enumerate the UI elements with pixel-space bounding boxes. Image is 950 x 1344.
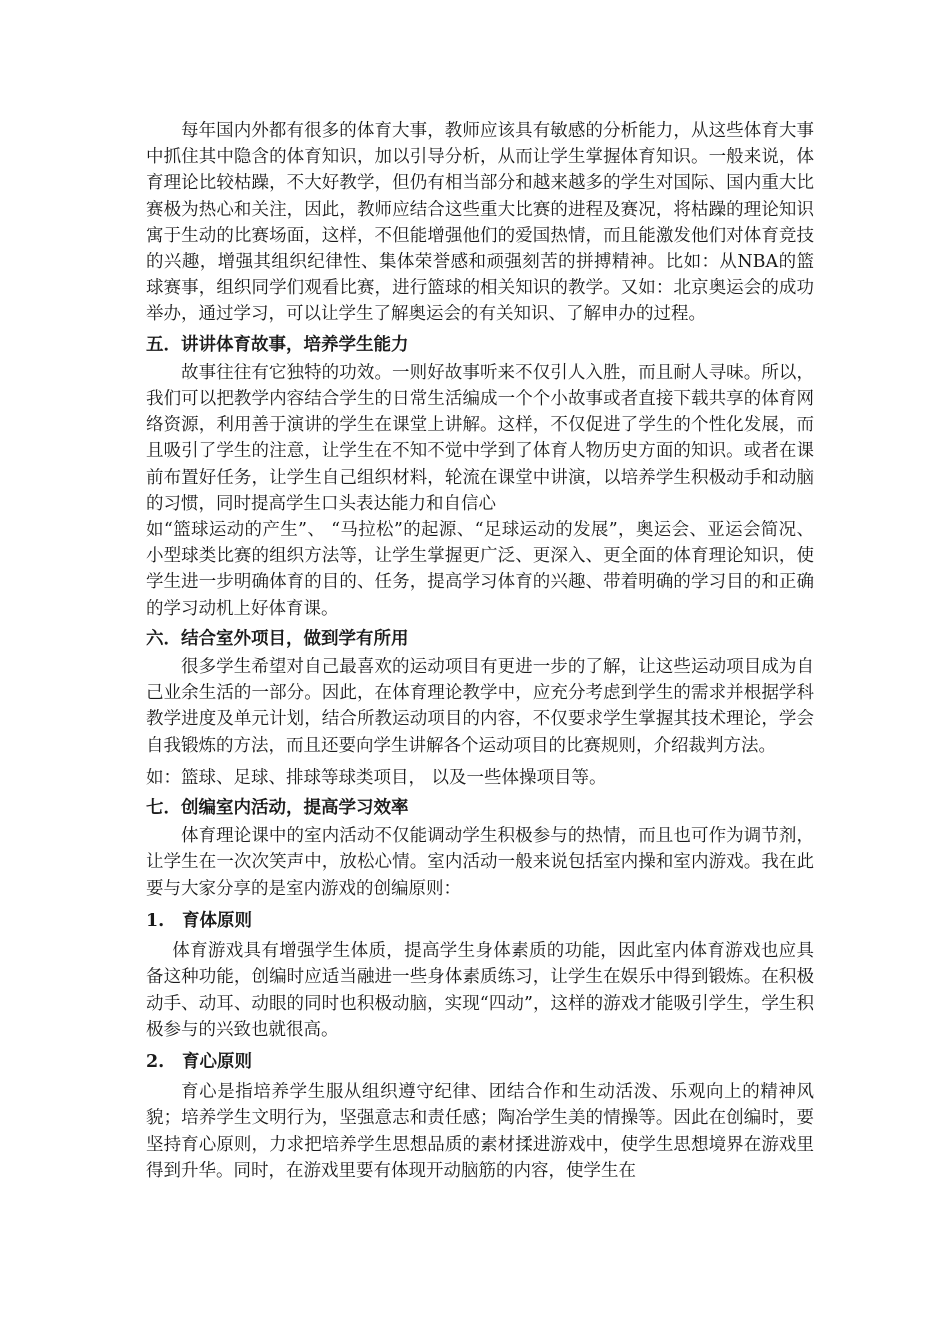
subsection-number: 2. [146,1051,165,1072]
subsection-heading [146,908,814,934]
section-heading: 五．讲讲体育故事，培养学生能力 [146,334,409,355]
subsection-title: 育体原则 [182,910,252,931]
subsection-heading [146,1049,814,1075]
section-heading: 六．结合室外项目，做到学有所用 [146,628,409,649]
paragraph: 如“篮球运动的产生”、 “马拉松”的起源、“足球运动的发展”，奥运会、亚运会简况、小型球类比赛的组织方法等，让学生掌握更广泛、更深入、更全面的体育理论知识，使学生进一步明确体育的目的、任务，提高学习体育的兴趣、带着明确的学习目的和正确的学习动机上好体育课。 [146,520,814,619]
section-heading: 七．创编室内活动，提高学习效率 [146,798,409,819]
paragraph: 育心是指培养学生服从组织遵守纪律、团结合作和生动活泼、乐观向上的精神风貌；培养学生文明行为，坚强意志和责任感；陶冶学生美的情操等。因此在创编时，要坚持育心原则，力求把培养学生思想品质的素材揉进游戏中，使学生思想境界在游戏里得到升华。同时，在游戏里要有体现开动脑筋的内容，使学生在 [146,1082,814,1181]
paragraph: 故事往往有它独特的功效。一则好故事听来不仅引人入胜，而且耐人寻味。所以，我们可以把教学内容结合学生的日常生活编成一个个小故事或者直接下载共享的体育网络资源，利用善于演讲的学生在课堂上讲解。这样，不仅促进了学生的个性化发展，而且吸引了学生的注意，让学生在不知不觉中学到了体育人物历史方面的知识。或者在课前布置好任务，让学生自己组织材料，轮流在课堂中讲演，以培养学生积极动手和动脑的习惯，同时提高学生口头表达能力和自信心 [146,362,814,514]
paragraph: 很多学生希望对自己最喜欢的运动项目有更进一步的了解，让这些运动项目成为自己业余生活的一部分。因此，在体育理论教学中，应充分考虑到学生的需求并根据学科教学进度及单元计划，结合所教运动项目的内容，不仅要求学生掌握其技术理论，学会自我锻炼的方法，而且还要向学生讲解各个运动项目的比赛规则，介绍裁判方法。 [146,657,814,756]
subsection-number: 1. [146,910,165,931]
paragraph: 体育游戏具有增强学生体质，提高学生身体素质的功能，因此室内体育游戏也应具备这种功能，创编时应适当融进一些身体素质练习，让学生在娱乐中得到锻炼。在积极动手、动耳、动眼的同时也积极动脑，实现“四动”，这样的游戏才能吸引学生，学生积极参与的兴致也就很高。 [146,941,814,1040]
paragraph: 如：篮球、足球、排球等球类项目， 以及一些体操项目等。 [146,767,607,788]
paragraph: 每年国内外都有很多的体育大事，教师应该具有敏感的分析能力，从这些体育大事中抓住其中隐含的体育知识，加以引导分析，从而让学生掌握体育知识。一般来说，体育理论比较枯躁，不大好教学，但仍有相当部分和越来越多的学生对国际、国内重大比赛极为热心和关注，因此，教师应结合这些重大比赛的进程及赛况，将枯躁的理论知识寓于生动的比赛场面，这样，不但能增强他们的爱国热情，而且能激发他们对体育竞技的兴趣，增强其组织纪律性、集体荣誉感和顽强刻苦的拼搏精神。比如：从NBA的篮球赛事，组织同学们观看比赛，进行篮球的相关知识的教学。又如：北京奥运会的成功举办，通过学习，可以让学生了解奥运会的有关知识、了解申办的过程。 [146,121,814,325]
subsection-title: 育心原则 [182,1051,252,1072]
paragraph: 体育理论课中的室内活动不仅能调动学生积极参与的热情，而且也可作为调节剂，让学生在一次次笑声中，放松心情。室内活动一般来说包括室内操和室内游戏。我在此要与大家分享的是室内游戏的创编原则： [146,826,814,899]
